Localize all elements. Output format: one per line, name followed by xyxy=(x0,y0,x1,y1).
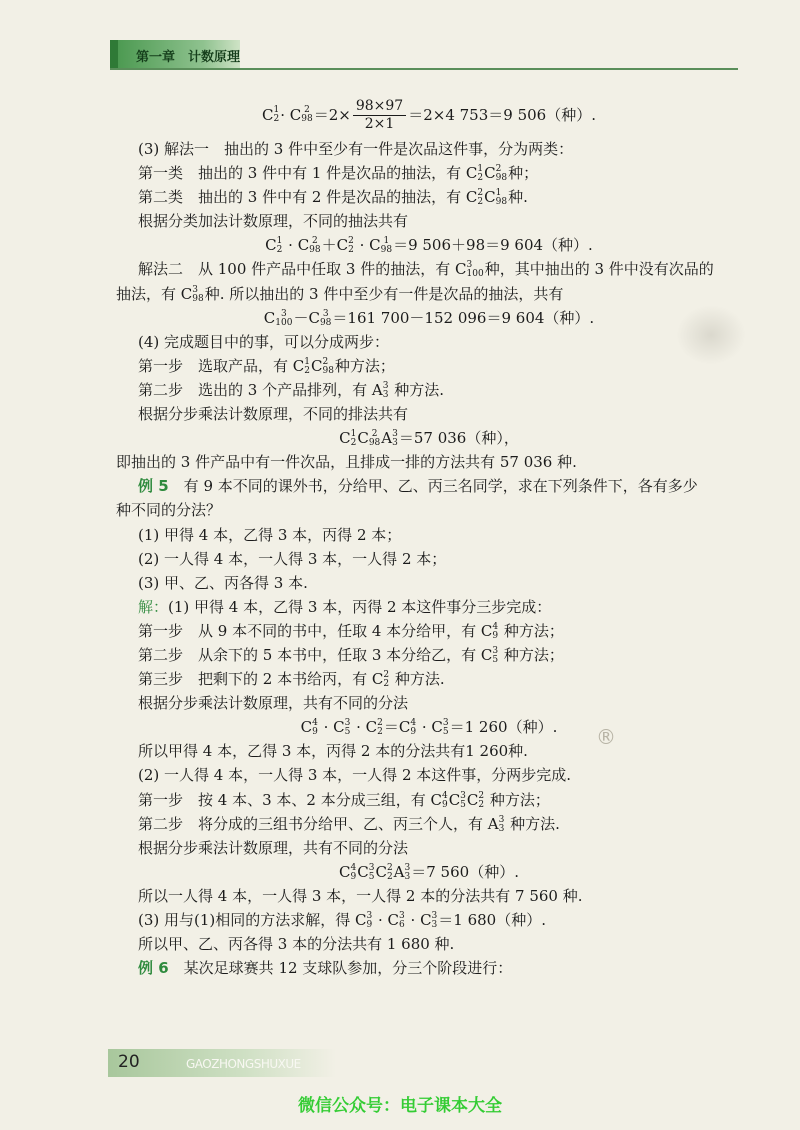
subscript: 2 xyxy=(386,871,393,882)
subscript: 5 xyxy=(460,799,466,810)
subscript: 2 xyxy=(350,438,357,449)
math-index xyxy=(392,430,398,448)
text-run: ＝9 506＋98＝9 604（种）. xyxy=(393,236,593,255)
superscript: 1 xyxy=(495,188,502,199)
subscript: 9 xyxy=(410,727,417,738)
superscript: 3 xyxy=(322,308,329,319)
text-run: (3) 甲、乙、丙各得 3 本. xyxy=(138,573,308,592)
math-index xyxy=(322,358,333,376)
text-run: 第二步 从余下的 5 本书中，任取 3 本分给乙，有 C xyxy=(138,645,493,664)
math-index xyxy=(312,719,318,737)
superscript: 2 xyxy=(377,718,383,729)
text-run: (3) 用与(1)相同的方法求解，得 C xyxy=(138,911,367,929)
superscript: 3 xyxy=(431,911,438,921)
superscript: 2 xyxy=(383,670,390,681)
text-line xyxy=(116,547,742,571)
text-line xyxy=(116,354,742,378)
math-index xyxy=(442,792,448,810)
text-run: (1) 甲得 4 本，乙得 3 本，丙得 2 本这件事分三步完成： xyxy=(168,597,552,616)
text-line xyxy=(116,884,742,908)
text-run: · C xyxy=(354,236,381,255)
text-run: ＝C xyxy=(383,718,411,737)
text-run: 第一类 抽出的 3 件中有 1 件是次品的抽法，有 C xyxy=(138,164,478,183)
math-index xyxy=(443,719,449,737)
example-label: 例 5 xyxy=(138,477,169,496)
text-run: C xyxy=(448,790,461,809)
text-line xyxy=(116,739,742,763)
example-label: 例 6 xyxy=(138,959,169,978)
text-line xyxy=(116,643,742,667)
text-run: 种； xyxy=(508,164,539,183)
bottom-watermark: 微信公众号：电子课本大全 xyxy=(298,1096,502,1116)
text-run: 某次足球赛共 12 支球队参加，分三个阶段进行： xyxy=(168,959,513,978)
text-run: 第二类 抽出的 3 件中有 2 件是次品的抽法，有 C xyxy=(138,188,478,207)
text-run: 即抽出的 3 件产品中有一件次品，且排成一排的方法共有 57 036 种. xyxy=(116,453,577,472)
text-run: ＝57 036（种）， xyxy=(398,429,519,448)
superscript: 4 xyxy=(312,718,318,729)
text-run: · C xyxy=(405,911,432,929)
math-index xyxy=(320,310,331,328)
text-run: 种不同的分法？ xyxy=(116,501,222,520)
text-run: A xyxy=(381,429,393,448)
text-run: 种，其中抽出的 3 件中没有次品的 xyxy=(484,260,714,279)
text-line xyxy=(116,932,742,956)
math-index xyxy=(369,430,380,448)
text-run: · C xyxy=(283,236,310,255)
math-index xyxy=(383,671,389,689)
math-index xyxy=(496,165,507,183)
text-line xyxy=(116,378,742,402)
text-line xyxy=(116,619,742,643)
text-run: 第二步 将分成的三组书分给甲、乙、丙三个人，有 A xyxy=(138,814,499,833)
text-run: 根据分步乘法计数原理，共有不同的分法 xyxy=(138,838,409,857)
text-run: · C xyxy=(318,718,345,737)
text-line xyxy=(116,209,742,233)
math-index xyxy=(399,912,405,930)
subscript: 98 xyxy=(495,197,508,208)
superscript: 3 xyxy=(281,308,287,319)
text-run: C xyxy=(263,308,276,327)
denominator: 2×1 xyxy=(364,115,395,132)
text-run: 根据分类加法计数原理，不同的抽法共有 xyxy=(138,212,409,231)
math-index xyxy=(492,623,498,641)
superscript: 1 xyxy=(276,236,283,247)
superscript: 3 xyxy=(399,911,405,921)
math-index xyxy=(345,719,351,737)
subscript: 98 xyxy=(319,317,332,328)
subscript: 2 xyxy=(383,679,390,690)
text-run: 所以甲、乙、丙各得 3 本的分法共有 1 680 种. xyxy=(138,935,455,954)
superscript: 3 xyxy=(404,862,411,873)
superscript: 3 xyxy=(382,380,389,391)
text-run: 抽法，有 C xyxy=(116,284,193,303)
text-run: ＝161 700－152 096＝9 604（种）. xyxy=(332,308,595,327)
text-line xyxy=(116,282,742,306)
text-run: 种方法； xyxy=(499,645,564,664)
subscript: 98 xyxy=(309,245,321,256)
page-number: 20 xyxy=(118,1052,140,1072)
superscript: 2 xyxy=(477,188,484,199)
subscript: 2 xyxy=(478,799,485,810)
chapter-header xyxy=(110,40,738,70)
superscript: 1 xyxy=(304,356,310,367)
text-run: C xyxy=(262,106,274,124)
math-index xyxy=(348,237,354,255)
text-line xyxy=(116,715,742,739)
superscript: 4 xyxy=(441,790,448,801)
math-index xyxy=(192,286,203,304)
math-index xyxy=(410,719,416,737)
subscript: 98 xyxy=(322,365,334,376)
text-line xyxy=(116,426,742,450)
subscript: 2 xyxy=(377,727,383,738)
subscript: 2 xyxy=(348,245,354,256)
subscript: 2 xyxy=(477,197,484,208)
math-index xyxy=(477,165,483,183)
superscript: 1 xyxy=(350,429,357,440)
text-run: 第一步 按 4 本、3 本、2 本分成三组，有 C xyxy=(138,790,442,809)
subscript: 9 xyxy=(312,727,318,738)
text-run: C xyxy=(339,862,351,881)
math-index xyxy=(367,912,373,930)
text-run: C xyxy=(339,429,351,448)
subscript: 9 xyxy=(441,799,448,810)
superscript: 3 xyxy=(192,284,198,295)
text-run: 根据分步乘法计数原理，不同的排法共有 xyxy=(138,405,409,424)
superscript: 2 xyxy=(304,105,310,115)
text-run: C xyxy=(466,790,479,809)
math-index xyxy=(381,237,392,255)
subscript: 2 xyxy=(273,114,280,124)
text-run: 种方法. xyxy=(505,814,560,833)
text-run: (4) 完成题目中的事，可以分成两步： xyxy=(138,332,390,351)
text-run: 第三步 把剩下的 2 本书给丙，有 C xyxy=(138,670,384,689)
text-run: C xyxy=(484,188,496,207)
text-run: C xyxy=(357,429,369,448)
text-run: (2) 一人得 4 本，一人得 3 本，一人得 2 本这件事，分两步完成. xyxy=(138,766,572,785)
subscript: 3 xyxy=(431,920,438,930)
math-index xyxy=(467,261,484,279)
superscript: 2 xyxy=(495,164,502,175)
math-index xyxy=(301,106,312,124)
text-line xyxy=(116,306,742,330)
math-index xyxy=(369,864,375,882)
subscript: 9 xyxy=(492,630,499,641)
text-line xyxy=(116,233,742,257)
superscript: 4 xyxy=(492,621,499,632)
subscript: 3 xyxy=(382,389,389,400)
text-run: ＝1 680（种）. xyxy=(438,911,546,929)
text-run: 种. 所以抽出的 3 件中至少有一件是次品的抽法，共有 xyxy=(204,284,564,303)
text-line xyxy=(116,812,742,836)
text-line xyxy=(116,137,742,161)
text-run: ＋C xyxy=(321,236,349,255)
text-run: ＝1 260（种）. xyxy=(449,718,558,737)
superscript: 1 xyxy=(477,164,484,175)
superscript: 3 xyxy=(498,814,505,825)
text-run: · C xyxy=(373,911,400,929)
text-run: 种方法； xyxy=(499,621,564,640)
solution-label: 解： xyxy=(138,597,169,616)
text-line xyxy=(116,956,742,980)
text-line xyxy=(116,691,742,715)
superscript: 2 xyxy=(322,356,329,367)
text-run: C xyxy=(357,862,369,881)
text-run: C xyxy=(484,164,496,183)
math-index xyxy=(478,792,484,810)
math-index xyxy=(477,189,483,207)
text-line xyxy=(116,908,742,932)
text-run: 根据分步乘法计数原理，共有不同的分法 xyxy=(138,694,409,713)
text-run: A xyxy=(393,862,405,881)
math-index xyxy=(275,310,292,328)
text-run: ＝7 560（种）. xyxy=(411,862,519,881)
numerator: 98×97 xyxy=(353,98,406,116)
text-line xyxy=(116,860,742,884)
subscript: 3 xyxy=(498,823,505,834)
text-line xyxy=(116,763,742,787)
math-index xyxy=(387,864,393,882)
text-run: 种. xyxy=(508,188,528,207)
superscript: 3 xyxy=(460,790,466,801)
registered-mark: ® xyxy=(596,725,616,749)
subscript: 98 xyxy=(368,438,381,449)
text-line xyxy=(116,93,742,137)
subscript: 5 xyxy=(492,654,499,665)
math-index xyxy=(274,106,280,124)
header-rule xyxy=(110,68,738,70)
text-run: C xyxy=(375,862,387,881)
text-run: C xyxy=(265,236,277,255)
chapter-title: 第一章 计数原理 xyxy=(136,50,241,65)
subscript: 3 xyxy=(404,871,411,882)
text-run: 所以一人得 4 本，一人得 3 本，一人得 2 本的分法共有 7 560 种. xyxy=(138,886,583,905)
math-index xyxy=(304,358,310,376)
subscript: 100 xyxy=(466,269,484,280)
superscript: 3 xyxy=(492,645,499,656)
text-run: 第一步 选取产品，有 C xyxy=(138,356,305,375)
superscript: 2 xyxy=(371,429,378,440)
superscript: 4 xyxy=(410,718,417,729)
text-run: 解法二 从 100 件产品中任取 3 件的抽法，有 C xyxy=(138,260,467,279)
text-run: C xyxy=(310,356,323,375)
text-line xyxy=(116,595,742,619)
math-index xyxy=(377,719,383,737)
text-run: 所以甲得 4 本，乙得 3 本，丙得 2 本的分法共有1 260种. xyxy=(138,742,528,761)
math-index xyxy=(351,864,357,882)
superscript: 3 xyxy=(366,911,373,921)
text-run: C xyxy=(300,718,313,737)
text-line xyxy=(116,523,742,547)
superscript: 3 xyxy=(466,260,473,271)
superscript: 2 xyxy=(478,790,485,801)
superscript: 2 xyxy=(386,862,393,873)
superscript: 3 xyxy=(368,862,375,873)
text-run: 第二步 选出的 3 个产品排列，有 A xyxy=(138,380,383,399)
superscript: 2 xyxy=(348,236,354,247)
subscript: 9 xyxy=(350,871,357,882)
subscript: 6 xyxy=(399,920,405,930)
subscript: 98 xyxy=(380,245,393,256)
math-index xyxy=(309,237,320,255)
text-run: －C xyxy=(293,308,320,327)
superscript: 3 xyxy=(442,718,449,729)
text-line xyxy=(116,402,742,426)
subscript: 98 xyxy=(495,173,508,184)
text-line xyxy=(116,498,742,522)
math-index xyxy=(277,237,283,255)
text-line xyxy=(116,474,742,498)
fraction xyxy=(353,98,406,133)
text-run: 第一步 从 9 本不同的书中，任取 4 本分给甲，有 C xyxy=(138,621,493,640)
superscript: 1 xyxy=(383,236,390,247)
subscript: 2 xyxy=(477,173,484,184)
text-run: (2) 一人得 4 本，一人得 3 本，一人得 2 本； xyxy=(138,549,447,568)
superscript: 1 xyxy=(273,105,280,115)
text-line xyxy=(116,161,742,185)
subscript: 98 xyxy=(192,293,204,304)
text-line xyxy=(116,571,742,595)
text-run: · C xyxy=(280,106,302,124)
page-body xyxy=(116,93,742,980)
subscript: 5 xyxy=(442,727,449,738)
superscript: 3 xyxy=(344,718,351,729)
text-run: ＝2× xyxy=(313,106,351,124)
text-line xyxy=(116,257,742,281)
math-index xyxy=(383,382,389,400)
math-index xyxy=(492,647,498,665)
subscript: 5 xyxy=(368,871,375,882)
subscript: 98 xyxy=(301,114,313,124)
text-line xyxy=(116,450,742,474)
subscript: 100 xyxy=(275,317,293,328)
text-run: (3) 解法一 抽出的 3 件中至少有一件是次品这件事，分为两类： xyxy=(138,140,574,158)
subscript: 5 xyxy=(344,727,351,738)
superscript: 4 xyxy=(350,862,357,873)
text-line xyxy=(116,667,742,691)
text-line xyxy=(116,330,742,354)
superscript: 2 xyxy=(312,236,318,247)
math-index xyxy=(351,430,357,448)
text-run: 种方法. xyxy=(390,670,445,689)
math-index xyxy=(496,189,507,207)
text-run: · C xyxy=(351,718,378,737)
text-line xyxy=(116,836,742,860)
text-line xyxy=(116,788,742,812)
text-run: 种方法； xyxy=(485,790,550,809)
subscript: 2 xyxy=(304,365,310,376)
math-index xyxy=(432,912,438,930)
footer-brand: GAOZHONGSHUXUE xyxy=(186,1057,301,1071)
math-index xyxy=(499,816,505,834)
text-line xyxy=(116,185,742,209)
superscript: 3 xyxy=(392,429,398,440)
text-run: 种方法. xyxy=(389,380,444,399)
subscript: 3 xyxy=(392,438,398,449)
subscript: 2 xyxy=(276,245,283,256)
math-index xyxy=(460,792,466,810)
subscript: 9 xyxy=(366,920,373,930)
chapter-tab xyxy=(110,40,240,68)
math-index xyxy=(405,864,411,882)
text-run: ＝2×4 753＝9 506（种）. xyxy=(408,106,596,124)
text-run: 有 9 本不同的课外书，分给甲、乙、丙三名同学，求在下列条件下，各有多少 xyxy=(168,477,698,496)
text-run: · C xyxy=(417,718,443,737)
text-run: (1) 甲得 4 本，乙得 3 本，丙得 2 本； xyxy=(138,525,402,544)
text-run: 种方法； xyxy=(334,356,395,375)
